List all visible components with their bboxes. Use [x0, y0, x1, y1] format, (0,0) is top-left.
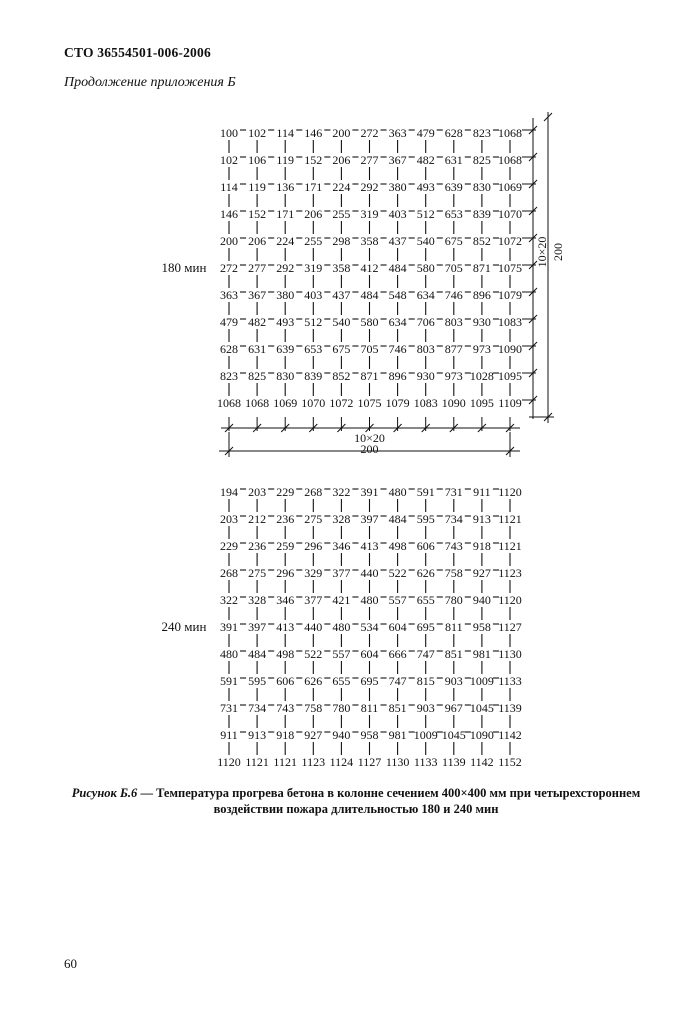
grid-value: 557 — [332, 647, 351, 661]
grid-value: 734 — [248, 701, 267, 715]
grid-value: 896 — [472, 288, 491, 302]
duration-label: 180 мин — [161, 260, 207, 275]
grid-value: 852 — [332, 369, 351, 383]
grid-value: 958 — [472, 620, 491, 634]
grid-value: 412 — [360, 261, 379, 275]
grid-value: 705 — [360, 342, 379, 356]
grid-value: 1075 — [498, 261, 522, 275]
grid-value: 1045 — [469, 701, 494, 715]
grid-value: 896 — [388, 369, 407, 383]
grid-value: 940 — [332, 728, 351, 742]
grid-value: 746 — [444, 288, 463, 302]
grid-value: 967 — [444, 701, 463, 715]
grid-value: 746 — [388, 342, 407, 356]
grid-value: 268 — [304, 485, 323, 499]
grid-value: 634 — [416, 288, 435, 302]
grid-value: 206 — [248, 234, 267, 248]
grid-value: 981 — [388, 728, 407, 742]
grid-value: 296 — [276, 566, 295, 580]
grid-value: 1123 — [498, 566, 522, 580]
grid-value: 114 — [276, 126, 294, 140]
grid-value: 1120 — [217, 755, 241, 769]
grid-value: 522 — [388, 566, 407, 580]
grid-value: 731 — [220, 701, 238, 715]
grid-value: 1070 — [498, 207, 522, 221]
grid-value: 277 — [248, 261, 267, 275]
grid-value: 839 — [304, 369, 323, 383]
grid-value: 1075 — [357, 396, 382, 410]
grid-value: 1130 — [498, 647, 522, 661]
dimension-label-total-h: 200 — [360, 442, 379, 456]
grid-value: 1090 — [498, 342, 522, 356]
grid-value: 666 — [388, 647, 407, 661]
grid-value: 480 — [220, 647, 238, 661]
grid-value: 322 — [332, 485, 351, 499]
grid-value: 758 — [444, 566, 463, 580]
grid-value: 346 — [276, 593, 295, 607]
grid-value: 1127 — [498, 620, 522, 634]
grid-value: 927 — [304, 728, 323, 742]
grid-value: 206 — [332, 153, 351, 167]
grid-value: 102 — [220, 153, 238, 167]
grid-value: 277 — [360, 153, 379, 167]
grid-value: 743 — [276, 701, 295, 715]
grid-value: 973 — [444, 369, 463, 383]
grid-value: 1121 — [498, 512, 522, 526]
dimension-label-total-v: 200 — [551, 243, 565, 261]
grid-value: 811 — [445, 620, 463, 634]
grid-value: 1139 — [498, 701, 522, 715]
grid-value: 839 — [472, 207, 491, 221]
grid-value: 493 — [416, 180, 435, 194]
grid-value: 229 — [220, 539, 238, 553]
grid-value: 1070 — [301, 396, 326, 410]
grid-value: 512 — [304, 315, 323, 329]
grid-value: 655 — [416, 593, 435, 607]
grid-value: 634 — [388, 315, 407, 329]
grid-value: 1142 — [470, 755, 494, 769]
grid-value: 940 — [472, 593, 491, 607]
grid-value: 479 — [220, 315, 238, 329]
grid-value: 236 — [248, 539, 267, 553]
grid-value: 830 — [472, 180, 491, 194]
grid-value: 224 — [276, 234, 295, 248]
grid-value: 498 — [388, 539, 407, 553]
grid-value: 319 — [304, 261, 323, 275]
grid-value: 146 — [220, 207, 238, 221]
grid-value: 292 — [276, 261, 295, 275]
grid-value: 580 — [416, 261, 435, 275]
grid-value: 626 — [304, 674, 323, 688]
grid-value: 380 — [276, 288, 295, 302]
grid-value: 397 — [360, 512, 379, 526]
grid-value: 1068 — [245, 396, 270, 410]
dimension-label-inner-v: 10×20 — [535, 236, 549, 268]
grid-value: 823 — [220, 369, 238, 383]
grid-value: 695 — [416, 620, 435, 634]
grid-value: 1090 — [469, 728, 494, 742]
grid-value: 958 — [360, 728, 379, 742]
grid-value: 1121 — [245, 755, 269, 769]
grid-value: 358 — [332, 261, 351, 275]
grid-value: 413 — [276, 620, 295, 634]
grid-value: 1079 — [385, 396, 410, 410]
grid-value: 328 — [248, 593, 267, 607]
grid-value: 1133 — [413, 755, 438, 769]
grid-value: 194 — [220, 485, 238, 499]
grid-value: 437 — [388, 234, 407, 248]
grid-value: 918 — [472, 539, 491, 553]
grid-value: 1069 — [273, 396, 298, 410]
grid-value: 114 — [220, 180, 238, 194]
grid-value: 212 — [248, 512, 267, 526]
grid-value: 631 — [248, 342, 267, 356]
appendix-continuation: Продолжение приложения Б — [64, 75, 236, 90]
grid-value: 606 — [416, 539, 435, 553]
grid-value: 296 — [304, 539, 323, 553]
grid-value: 1068 — [498, 153, 522, 167]
grid-value: 367 — [388, 153, 407, 167]
grid-value: 911 — [220, 728, 238, 742]
grid-value: 780 — [444, 593, 463, 607]
grid-value: 823 — [472, 126, 491, 140]
grid-value: 484 — [388, 512, 407, 526]
grid-value: 440 — [360, 566, 379, 580]
grid-value: 851 — [444, 647, 463, 661]
grid-value: 512 — [416, 207, 435, 221]
grid-value: 224 — [332, 180, 351, 194]
grid-value: 1127 — [357, 755, 382, 769]
page-number: 60 — [64, 956, 77, 971]
figure-caption-number: Рисунок Б.6 — [71, 786, 138, 800]
grid-value: 100 — [220, 126, 238, 140]
document-code: СТО 36554501-006-2006 — [64, 45, 211, 60]
grid-value: 626 — [416, 566, 435, 580]
grid-value: 595 — [248, 674, 267, 688]
grid-value: 1068 — [498, 126, 522, 140]
grid-value: 811 — [360, 701, 379, 715]
grid-value: 367 — [248, 288, 267, 302]
grid-value: 106 — [248, 153, 267, 167]
grid-value: 136 — [276, 180, 295, 194]
grid-value: 591 — [416, 485, 435, 499]
grid-value: 540 — [332, 315, 351, 329]
grid-value: 758 — [304, 701, 323, 715]
grid-value: 437 — [332, 288, 351, 302]
grid-value: 1139 — [442, 755, 466, 769]
grid-value: 171 — [276, 207, 295, 221]
grid-value: 1152 — [498, 755, 522, 769]
grid-value: 328 — [332, 512, 351, 526]
grid-value: 825 — [248, 369, 267, 383]
grid-value: 675 — [332, 342, 351, 356]
grid-value: 930 — [472, 315, 491, 329]
figure-caption-text: Температура прогрева бетона в колонне сечением 400×400 мм при четырехстороннем воздействии пожара длительностью 180 и 240 мин — [156, 786, 641, 816]
grid-value: 397 — [248, 620, 267, 634]
grid-value: 1009 — [469, 674, 494, 688]
grid-value: 380 — [388, 180, 407, 194]
grid-value: 871 — [472, 261, 491, 275]
grid-value: 639 — [444, 180, 463, 194]
grid-value: 272 — [360, 126, 379, 140]
grid-value: 498 — [276, 647, 295, 661]
grid-value: 706 — [416, 315, 435, 329]
figure-caption-dash: — — [137, 786, 157, 800]
grid-value: 363 — [388, 126, 407, 140]
grid-value: 229 — [276, 485, 295, 499]
grid-value: 255 — [304, 234, 323, 248]
grid-value: 346 — [332, 539, 351, 553]
dimension-label-inner-h: 10×20 — [354, 431, 385, 445]
grid-value: 1121 — [498, 539, 522, 553]
grid-value: 236 — [276, 512, 295, 526]
grid-value: 1045 — [441, 728, 466, 742]
grid-value: 255 — [332, 207, 351, 221]
grid-value: 377 — [332, 566, 351, 580]
grid-value: 1095 — [469, 396, 494, 410]
grid-value: 259 — [276, 539, 295, 553]
grid-value: 482 — [248, 315, 267, 329]
grid-value: 675 — [444, 234, 463, 248]
grid-value: 911 — [473, 485, 491, 499]
grid-value: 604 — [388, 620, 407, 634]
grid-value: 152 — [248, 207, 267, 221]
grid-value: 1009 — [413, 728, 438, 742]
grid-value: 930 — [416, 369, 435, 383]
grid-value: 927 — [472, 566, 491, 580]
grid-value: 275 — [248, 566, 267, 580]
grid-value: 591 — [220, 674, 238, 688]
grid-value: 903 — [444, 674, 463, 688]
grid-value: 413 — [360, 539, 379, 553]
grid-value: 319 — [360, 207, 379, 221]
grid-value: 1109 — [498, 396, 522, 410]
grid-value: 484 — [388, 261, 407, 275]
grid-value: 1072 — [329, 396, 354, 410]
grid-value: 146 — [304, 126, 323, 140]
grid-value: 119 — [276, 153, 294, 167]
grid-value: 268 — [220, 566, 238, 580]
grid-value: 480 — [332, 620, 351, 634]
grid-value: 522 — [304, 647, 323, 661]
grid-value: 484 — [360, 288, 379, 302]
grid-value: 913 — [472, 512, 491, 526]
grid-value: 815 — [416, 674, 435, 688]
grid-value: 803 — [444, 315, 463, 329]
grid-value: 1072 — [498, 234, 522, 248]
grid-value: 743 — [444, 539, 463, 553]
duration-label: 240 мин — [161, 619, 207, 634]
grid-value: 631 — [444, 153, 463, 167]
grid-value: 534 — [360, 620, 379, 634]
grid-value: 825 — [472, 153, 491, 167]
grid-value: 852 — [472, 234, 491, 248]
grid-value: 851 — [388, 701, 407, 715]
grid-value: 981 — [472, 647, 491, 661]
grid-value: 292 — [360, 180, 379, 194]
grid-value: 1090 — [441, 396, 466, 410]
grid-value: 1079 — [498, 288, 522, 302]
grid-value: 102 — [248, 126, 267, 140]
grid-value: 1095 — [498, 369, 522, 383]
grid-value: 803 — [416, 342, 435, 356]
grid-value: 580 — [360, 315, 379, 329]
grid-value: 200 — [220, 234, 238, 248]
grid-value: 322 — [220, 593, 238, 607]
grid-value: 653 — [304, 342, 323, 356]
grid-value: 604 — [360, 647, 379, 661]
grid-value: 1120 — [498, 485, 522, 499]
grid-value: 540 — [416, 234, 435, 248]
grid-value: 1068 — [217, 396, 241, 410]
grid-value: 480 — [388, 485, 407, 499]
grid-value: 830 — [276, 369, 295, 383]
grid-value: 391 — [220, 620, 238, 634]
grid-value: 363 — [220, 288, 238, 302]
grid-value: 903 — [416, 701, 435, 715]
grid-value: 655 — [332, 674, 351, 688]
grid-value: 298 — [332, 234, 351, 248]
grid-value: 1123 — [301, 755, 326, 769]
grid-value: 595 — [416, 512, 435, 526]
grid-value: 1028 — [469, 369, 494, 383]
grid-value: 705 — [444, 261, 463, 275]
grid-value: 484 — [248, 647, 267, 661]
grid-value: 1124 — [329, 755, 354, 769]
grid-value: 1133 — [498, 674, 522, 688]
grid-value: 780 — [332, 701, 351, 715]
grid-value: 152 — [304, 153, 323, 167]
grid-value: 918 — [276, 728, 295, 742]
grid-value: 913 — [248, 728, 267, 742]
grid-value: 421 — [332, 593, 351, 607]
grid-value: 877 — [444, 342, 463, 356]
grid-value: 548 — [388, 288, 407, 302]
grid-value: 272 — [220, 261, 238, 275]
grid-value: 203 — [248, 485, 267, 499]
grid-value: 653 — [444, 207, 463, 221]
grid-value: 1142 — [498, 728, 522, 742]
grid-value: 200 — [332, 126, 351, 140]
grid-value: 480 — [360, 593, 379, 607]
grid-value: 403 — [304, 288, 323, 302]
grid-value: 747 — [388, 674, 407, 688]
grid-value: 628 — [220, 342, 238, 356]
grid-value: 377 — [304, 593, 323, 607]
grid-value: 695 — [360, 674, 379, 688]
grid-value: 731 — [444, 485, 463, 499]
grid-value: 440 — [304, 620, 323, 634]
grid-value: 1083 — [413, 396, 438, 410]
grid-value: 1069 — [498, 180, 522, 194]
grid-value: 1121 — [273, 755, 297, 769]
grid-value: 403 — [388, 207, 407, 221]
grid-value: 203 — [220, 512, 238, 526]
grid-value: 329 — [304, 566, 323, 580]
grid-value: 871 — [360, 369, 379, 383]
grid-value: 1083 — [498, 315, 522, 329]
grid-value: 391 — [360, 485, 379, 499]
grid-value: 358 — [360, 234, 379, 248]
figure-caption — [60, 785, 652, 817]
grid-value: 171 — [304, 180, 323, 194]
grid-value: 206 — [304, 207, 323, 221]
grid-value: 275 — [304, 512, 323, 526]
grid-value: 734 — [444, 512, 463, 526]
grid-value: 1130 — [385, 755, 410, 769]
grid-value: 479 — [416, 126, 435, 140]
grid-value: 557 — [388, 593, 407, 607]
grid-value: 747 — [416, 647, 435, 661]
grid-value: 493 — [276, 315, 295, 329]
grid-value: 628 — [444, 126, 463, 140]
grid-value: 119 — [248, 180, 266, 194]
grid-value: 1120 — [498, 593, 522, 607]
grid-value: 482 — [416, 153, 435, 167]
grid-value: 639 — [276, 342, 295, 356]
grid-value: 973 — [472, 342, 491, 356]
grid-value: 606 — [276, 674, 295, 688]
